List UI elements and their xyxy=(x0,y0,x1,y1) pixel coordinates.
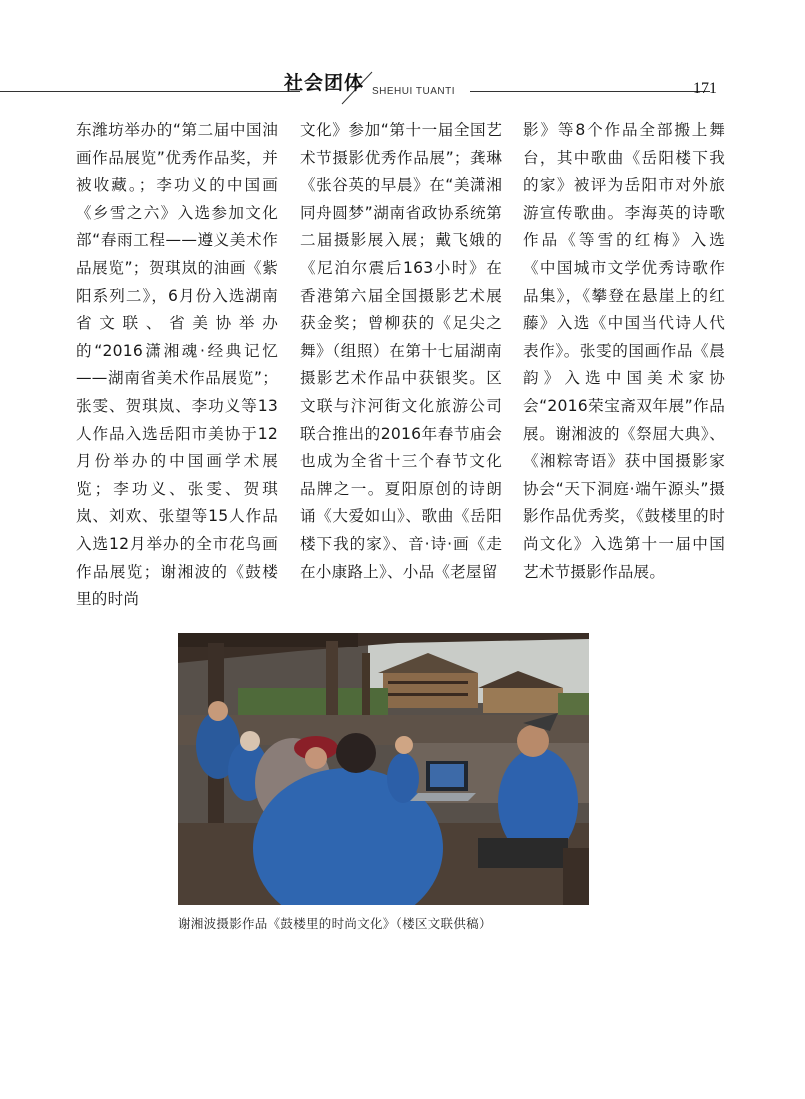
page-header xyxy=(0,0,805,110)
column-3-text: 影》等8个作品全部搬上舞台，其中歌曲《岳阳楼下我的家》被评为岳阳市对外旅游宣传歌曲。李海英的诗歌作品《等雪的红梅》入选《中国城市文学优秀诗歌作品集》，《攀登在悬崖上的红藤》入选《中国当代诗人代表作》。张雯的国画作品《晨韵》入选中国美术家协会“2016荣宝斋双年展”作品展。谢湘波的《祭屈大典》、《湘粽寄语》获中国摄影家协会“天下洞庭·端午源头”摄影作品优秀奖，《鼓楼里的时尚文化》入选第十一届中国艺术节摄影作品展。 xyxy=(523,121,725,581)
text-column-2 xyxy=(300,117,502,586)
page-number: 171 xyxy=(693,80,717,97)
column-2-text: 文化》参加“第十一届全国艺术节摄影优秀作品展”；龚琳《张谷英的早晨》在“美潇湘同舟圆梦”湖南省政协系统第二届摄影展入展；戴飞娥的《尼泊尔震后163小时》在香港第六届全国摄影艺术展获金奖；曾柳获的《足尖之舞》（组照）在第十七届湖南摄影艺术作品中获银奖。区文联与汴河街文化旅游公司联合推出的2016年春节庙会也成为全省十三个春节文化品牌之一。夏阳原创的诗朗诵《大爱如山》、歌曲《岳阳楼下我的家》、音·诗·画《走在小康路上》、小品《老屋留 xyxy=(300,121,502,581)
article-photo xyxy=(178,633,589,905)
photo-illustration xyxy=(178,633,589,905)
column-1-text: 东潍坊举办的“第二届中国油画作品展览”优秀作品奖，并被收藏。；李功义的中国画《乡雪之六》入选参加文化部“春雨工程——遵义美术作品展览”；贺琪岚的油画《紫阳系列二》，6月份入选湖南省文联、省美协举办的“2016潇湘魂·经典记忆——湖南省美术作品展览”；张雯、贺琪岚、李功义等13人作品入选岳阳市美协于12月份举办的中国画学术展览；李功义、张雯、贺琪岚、刘欢、张望等15人作品入选12月举办的全市花鸟画作品展览；谢湘波的《鼓楼里的时尚 xyxy=(76,121,278,609)
text-column-1 xyxy=(76,117,278,614)
text-column-3 xyxy=(523,117,725,586)
section-title: 社会团体 xyxy=(284,72,365,94)
photo-caption: 谢湘波摄影作品《鼓楼里的时尚文化》（楼区文联供稿） xyxy=(178,916,492,931)
section-title-pinyin: SHEHUI TUANTI xyxy=(372,86,455,97)
